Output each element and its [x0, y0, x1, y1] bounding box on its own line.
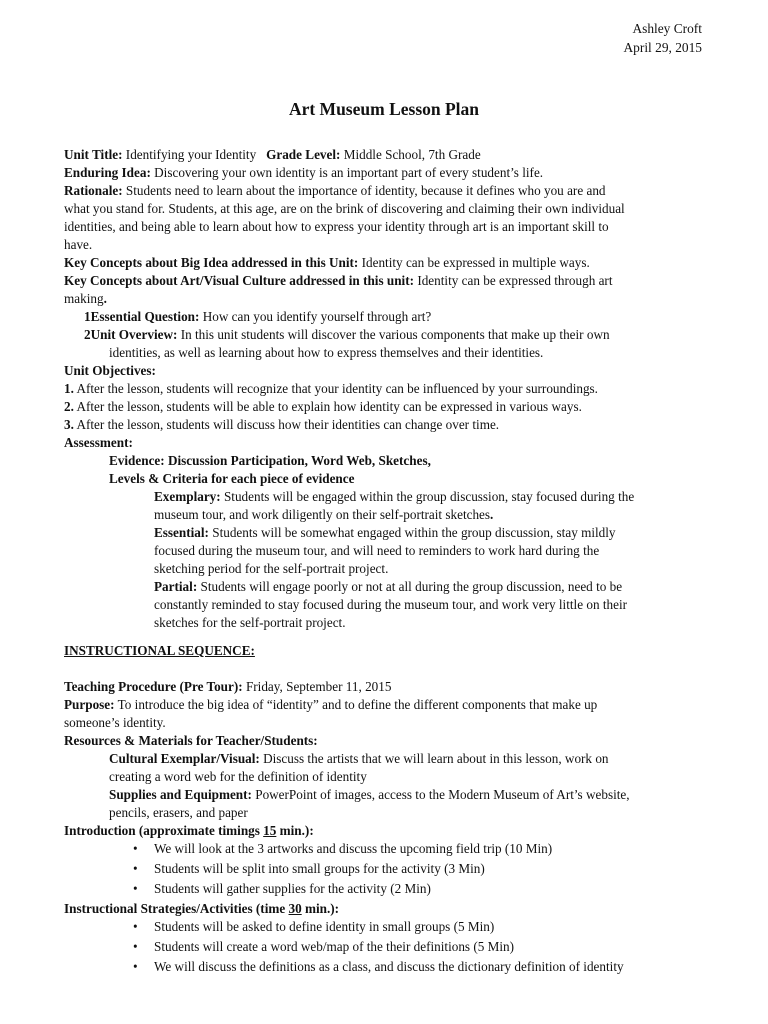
- supplies-label: Supplies and Equipment:: [109, 787, 252, 802]
- enduring-idea-label: Enduring Idea:: [64, 165, 151, 180]
- rationale-line-2: what you stand for. Students, at this age, are on the brink of discovering and claiming their own individual: [64, 201, 625, 216]
- list-item: [64, 880, 706, 898]
- list-item: [64, 938, 706, 956]
- exemplary-line-2: [64, 506, 706, 524]
- essential-line-3: sketching period for the self-portrait project.: [154, 561, 389, 576]
- objective-item: [64, 416, 706, 434]
- cultural-exemplar-line-1: [64, 750, 706, 768]
- rationale-line-3: identities, and being able to learn about how to express your identity through art is an important skill to: [64, 219, 609, 234]
- partial-line-1: [64, 578, 706, 596]
- art-concept-line-1: [64, 272, 706, 290]
- list-item-text: Students will be asked to define identity in small groups (5 Min): [154, 919, 495, 934]
- resources-label: Resources & Materials for Teacher/Students:: [64, 733, 318, 748]
- art-concept-text-cont: making: [64, 291, 104, 306]
- cultural-exemplar-line-2: creating a word web for the definition of identity: [109, 769, 367, 784]
- strategies-heading: [64, 900, 706, 918]
- objective-text: After the lesson, students will recognize that your identity can be influenced by your surroundings.: [76, 381, 598, 396]
- unit-overview-text: In this unit students will discover the various components that make up their own: [180, 327, 610, 342]
- exemplary-label: Exemplary:: [154, 489, 221, 504]
- author-date-block: [624, 19, 702, 57]
- list-item-text: We will discuss the definitions as a class, and discuss the dictionary definition of identity: [154, 959, 624, 974]
- list-item-text: We will look at the 3 artworks and discuss the upcoming field trip (10 Min): [154, 841, 553, 856]
- essential-line-1: [64, 524, 706, 542]
- strategies-list: [64, 918, 706, 976]
- unit-title-value: Identifying your Identity: [125, 147, 257, 162]
- objective-number: 3.: [64, 417, 74, 432]
- unit-overview-line-2: identities, as well as learning about how to express themselves and their identities.: [109, 345, 544, 360]
- assessment-heading: [64, 434, 706, 452]
- list-item: [64, 918, 706, 936]
- supplies-text: PowerPoint of images, access to the Modern Museum of Art’s website,: [255, 787, 630, 802]
- supplies-line-2: pencils, erasers, and paper: [109, 805, 248, 820]
- purpose-label: Purpose:: [64, 697, 115, 712]
- objective-text: After the lesson, students will discuss how their identities can change over time.: [76, 417, 500, 432]
- rationale-line-4: have.: [64, 237, 93, 252]
- teaching-procedure-label: Teaching Procedure (Pre Tour):: [64, 679, 243, 694]
- levels-criteria-line: [64, 470, 706, 488]
- bullet-icon: •: [133, 939, 138, 954]
- essential-line-2: focused during the museum tour, and will need to reminders to work hard during the: [154, 543, 600, 558]
- art-concept-period: .: [103, 291, 107, 306]
- list-item-text: Students will create a word web/map of the their definitions (5 Min): [154, 939, 515, 954]
- exemplary-text-cont: museum tour, and work diligently on their self-portrait sketches: [154, 507, 491, 522]
- lesson-body: [64, 146, 706, 978]
- author-name: Ashley Croft: [632, 21, 702, 36]
- rationale-line-1: [64, 182, 706, 200]
- objective-number: 2.: [64, 399, 74, 414]
- exemplary-period: .: [490, 507, 494, 522]
- list-item-text: Students will gather supplies for the activity (2 Min): [154, 881, 431, 896]
- resources-heading: [64, 732, 706, 750]
- list-item-text: Students will be split into small groups for the activity (3 Min): [154, 861, 485, 876]
- levels-criteria-text: Levels & Criteria for each piece of evidence: [109, 471, 355, 486]
- bullet-icon: •: [133, 959, 138, 974]
- bullet-icon: •: [133, 881, 138, 896]
- essential-question-line: [64, 308, 706, 326]
- introduction-minutes: 15: [263, 823, 277, 838]
- introduction-heading: [64, 822, 706, 840]
- introduction-label-end: min.):: [276, 823, 314, 838]
- partial-text: Students will engage poorly or not at all during the group discussion, need to be: [200, 579, 623, 594]
- evidence-text: Evidence: Discussion Participation, Word Web, Sketches,: [109, 453, 431, 468]
- enduring-idea-value: Discovering your own identity is an important part of every student’s life.: [154, 165, 544, 180]
- purpose-line-2: someone’s identity.: [64, 715, 166, 730]
- enduring-idea-line: [64, 164, 706, 182]
- art-concept-text: Identity can be expressed through art: [417, 273, 613, 288]
- assessment-label: Assessment:: [64, 435, 133, 450]
- instructional-sequence-heading: INSTRUCTIONAL SEQUENCE:: [64, 643, 255, 658]
- supplies-line-1: [64, 786, 706, 804]
- objective-number: 1.: [64, 381, 74, 396]
- partial-line-3: sketches for the self-portrait project.: [154, 615, 346, 630]
- essential-label: Essential:: [154, 525, 209, 540]
- unit-objectives-heading: [64, 362, 706, 380]
- introduction-list: [64, 840, 706, 898]
- teaching-procedure-line: [64, 678, 706, 696]
- unit-overview-label: 2Unit Overview:: [84, 327, 178, 342]
- art-concept-label: Key Concepts about Art/Visual Culture addressed in this unit:: [64, 273, 415, 288]
- objective-text: After the lesson, students will be able to explain how identity can be expressed in various ways.: [76, 399, 582, 414]
- document-date: April 29, 2015: [623, 40, 702, 55]
- grade-level-value: Middle School, 7th Grade: [343, 147, 481, 162]
- cultural-exemplar-label: Cultural Exemplar/Visual:: [109, 751, 260, 766]
- exemplary-text: Students will be engaged within the group discussion, stay focused during the: [223, 489, 635, 504]
- big-idea-label: Key Concepts about Big Idea addressed in this Unit:: [64, 255, 359, 270]
- strategies-label-end: min.):: [301, 901, 340, 916]
- objective-item: [64, 398, 706, 416]
- strategies-minutes: 30: [288, 901, 302, 916]
- bullet-icon: •: [133, 861, 138, 876]
- cultural-exemplar-text: Discuss the artists that we will learn about in this lesson, work on: [263, 751, 609, 766]
- bullet-icon: •: [133, 919, 138, 934]
- unit-objectives-label: Unit Objectives:: [64, 363, 156, 378]
- essential-question-value: How can you identify yourself through art?: [202, 309, 432, 324]
- evidence-line: [64, 452, 706, 470]
- big-idea-line: [64, 254, 706, 272]
- exemplary-line-1: [64, 488, 706, 506]
- objective-item: [64, 380, 706, 398]
- rationale-text: Students need to learn about the importance of identity, because it defines who you are and: [125, 183, 606, 198]
- teaching-procedure-date: Friday, September 11, 2015: [245, 679, 392, 694]
- introduction-label: Introduction (approximate timings: [64, 823, 264, 838]
- bullet-icon: •: [133, 841, 138, 856]
- art-concept-line-2: [64, 290, 706, 308]
- unit-title-label: Unit Title:: [64, 147, 123, 162]
- partial-line-2: constantly reminded to stay focused during the museum tour, and work very little on their: [154, 597, 628, 612]
- big-idea-value: Identity can be expressed in multiple ways.: [361, 255, 590, 270]
- page-title: Art Museum Lesson Plan: [288, 99, 480, 119]
- purpose-line-1: [64, 696, 706, 714]
- grade-level-label: Grade Level:: [266, 147, 341, 162]
- rationale-label: Rationale:: [64, 183, 123, 198]
- partial-label: Partial:: [154, 579, 198, 594]
- purpose-text: To introduce the big idea of “identity” and to define the different components that make up: [117, 697, 598, 712]
- unit-overview-line-1: [64, 326, 706, 344]
- list-item: [64, 860, 706, 878]
- unit-title-line: [64, 146, 706, 164]
- strategies-label: Instructional Strategies/Activities (time: [64, 901, 289, 916]
- essential-text: Students will be somewhat engaged within the group discussion, stay mildly: [212, 525, 616, 540]
- essential-question-label: 1Essential Question:: [84, 309, 200, 324]
- list-item: [64, 840, 706, 858]
- list-item: [64, 958, 706, 976]
